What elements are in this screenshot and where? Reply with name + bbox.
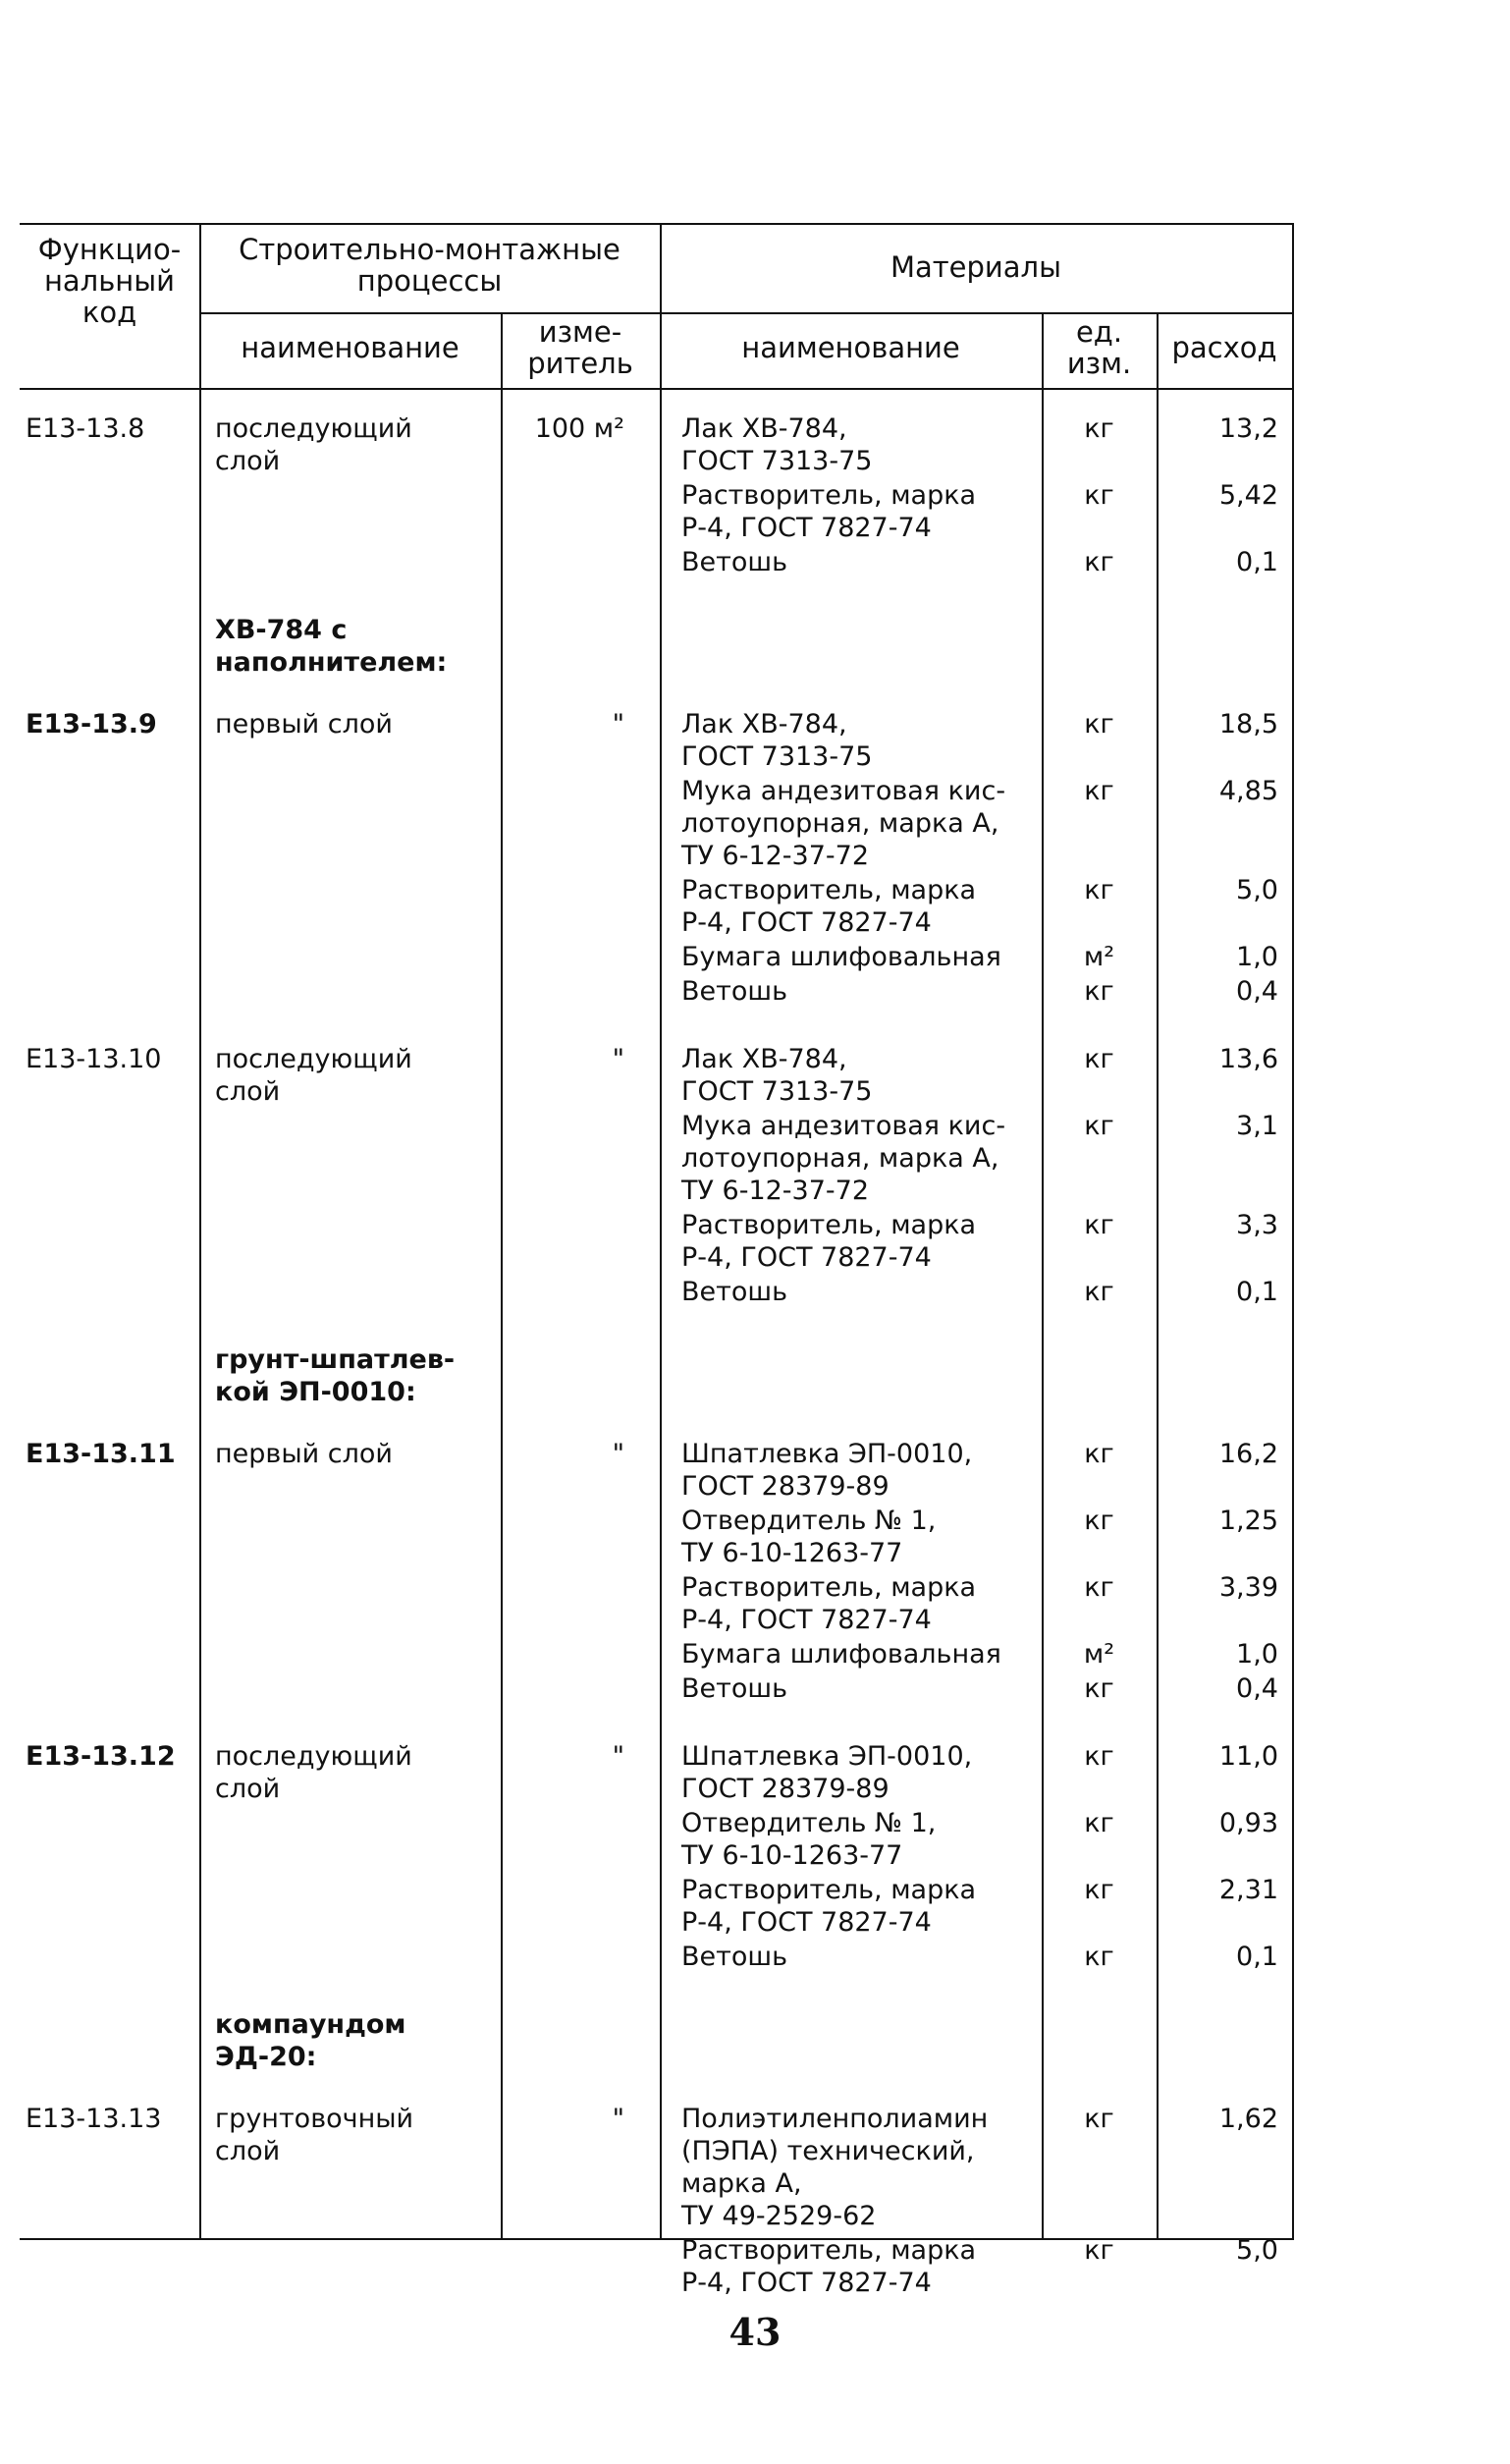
material-rate: 1,62 <box>1218 2104 1278 2134</box>
material-name: Бумага шлифовальная <box>681 942 1001 972</box>
group-heading: компаундом ЭД-20: <box>215 2009 406 2072</box>
material-unit: кг <box>1084 1741 1114 1772</box>
material-name: Шпатлевка ЭП-0010, ГОСТ 28379-89 <box>681 1741 973 1804</box>
row-code: Е13-13.8 <box>26 413 145 444</box>
material-name: Лак ХВ-784, ГОСТ 7313-75 <box>681 413 873 476</box>
row-code: Е13-13.12 <box>26 1741 176 1772</box>
material-rate: 5,0 <box>1236 875 1278 905</box>
column-divider-unit <box>501 312 503 2238</box>
material-unit: кг <box>1084 976 1114 1007</box>
material-name: Растворитель, марка Р-4, ГОСТ 7827-74 <box>681 2235 977 2298</box>
material-unit: кг <box>1084 2235 1114 2266</box>
material-unit: кг <box>1084 1044 1114 1074</box>
material-unit: кг <box>1084 413 1114 444</box>
row-process-name: последующий слой <box>215 1741 412 1804</box>
material-name: Отвердитель № 1, ТУ 6-10-1263-77 <box>681 1808 937 1871</box>
material-rate: 1,0 <box>1236 942 1278 972</box>
material-rate: 4,85 <box>1218 776 1278 806</box>
material-name: Лак ХВ-784, ГОСТ 7313-75 <box>681 1044 873 1107</box>
row-process-unit: " <box>612 1439 624 1469</box>
material-unit: кг <box>1084 1277 1114 1307</box>
row-code: Е13-13.10 <box>26 1044 162 1074</box>
material-name: Ветошь <box>681 1277 787 1307</box>
material-rate: 11,0 <box>1218 1741 1278 1772</box>
material-unit: кг <box>1084 1439 1114 1469</box>
material-name: Растворитель, марка Р-4, ГОСТ 7827-74 <box>681 1210 977 1273</box>
material-rate: 18,5 <box>1218 709 1278 739</box>
material-unit: кг <box>1084 1942 1114 1972</box>
material-name: Лак ХВ-784, ГОСТ 7313-75 <box>681 709 873 772</box>
material-rate: 0,4 <box>1236 976 1278 1007</box>
material-rate: 16,2 <box>1218 1439 1278 1469</box>
material-unit: кг <box>1084 1111 1114 1141</box>
row-code: Е13-13.13 <box>26 2104 162 2134</box>
header-processes: Строительно-монтажные процессы <box>239 233 620 298</box>
material-rate: 0,1 <box>1236 1942 1278 1972</box>
material-rate: 13,2 <box>1218 413 1278 444</box>
header-materials: Материалы <box>890 250 1061 284</box>
material-unit: кг <box>1084 1572 1114 1603</box>
header-proc-unit: изме- ритель <box>527 315 633 380</box>
material-rate: 0,93 <box>1218 1808 1278 1838</box>
material-name: Отвердитель № 1, ТУ 6-10-1263-77 <box>681 1506 937 1568</box>
material-rate: 1,0 <box>1236 1639 1278 1670</box>
row-process-name: грунтовочный слой <box>215 2104 414 2166</box>
row-process-unit: " <box>612 1741 624 1772</box>
header-mat-name: наименование <box>741 331 960 364</box>
row-process-unit: " <box>612 2104 624 2134</box>
material-rate: 2,31 <box>1218 1875 1278 1905</box>
material-name: Ветошь <box>681 1673 787 1704</box>
material-rate: 0,4 <box>1236 1673 1278 1704</box>
group-heading: грунт-шпатлев- кой ЭП-0010: <box>215 1344 456 1407</box>
material-rate: 3,39 <box>1218 1572 1278 1603</box>
material-name: Ветошь <box>681 1942 787 1972</box>
row-process-unit: " <box>612 709 624 739</box>
header-mat-unit: ед. изм. <box>1066 315 1132 380</box>
material-name: Полиэтиленполиамин (ПЭПА) технический, марка А, ТУ 49-2529-62 <box>681 2104 989 2231</box>
material-name: Мука андезитовая кис- лотоупорная, марка А, ТУ 6-12-37-72 <box>681 1111 1006 1206</box>
material-unit: кг <box>1084 480 1114 511</box>
row-process-name: последующий слой <box>215 1044 412 1107</box>
material-rate: 13,6 <box>1218 1044 1278 1074</box>
material-name: Ветошь <box>681 976 787 1007</box>
material-name: Шпатлевка ЭП-0010, ГОСТ 28379-89 <box>681 1439 973 1502</box>
material-unit: кг <box>1084 1210 1114 1240</box>
header-func-code: Функцио- нальный код <box>37 233 182 329</box>
material-unit: кг <box>1084 709 1114 739</box>
header-bottom-border <box>20 388 1292 390</box>
table-right-border <box>1292 223 1294 2240</box>
material-rate: 3,3 <box>1236 1210 1278 1240</box>
group-heading: ХВ-784 с наполнителем: <box>215 615 448 678</box>
row-process-name: первый слой <box>215 1439 393 1469</box>
material-name: Растворитель, марка Р-4, ГОСТ 7827-74 <box>681 1875 977 1938</box>
processes-subheader-rule <box>199 312 660 314</box>
header-proc-name: наименование <box>241 331 459 364</box>
material-rate: 0,1 <box>1236 1277 1278 1307</box>
row-process-name: последующий слой <box>215 413 412 476</box>
material-unit: кг <box>1084 875 1114 905</box>
table-top-border <box>20 223 1292 225</box>
material-unit: кг <box>1084 1506 1114 1536</box>
material-name: Растворитель, марка Р-4, ГОСТ 7827-74 <box>681 1572 977 1635</box>
row-code: Е13-13.9 <box>26 709 157 739</box>
column-divider-code <box>199 223 201 2238</box>
material-name: Растворитель, марка Р-4, ГОСТ 7827-74 <box>681 480 977 543</box>
materials-subheader-rule <box>660 312 1292 314</box>
material-unit: м² <box>1083 942 1115 972</box>
row-process-unit: 100 м² <box>534 413 624 444</box>
material-unit: кг <box>1084 1808 1114 1838</box>
material-name: Бумага шлифовальная <box>681 1639 1001 1670</box>
material-unit: кг <box>1084 1875 1114 1905</box>
material-rate: 3,1 <box>1236 1111 1278 1141</box>
material-unit: кг <box>1084 547 1114 577</box>
column-divider-materials <box>660 223 662 2238</box>
page-number: 43 <box>728 2310 782 2354</box>
material-rate: 5,42 <box>1218 480 1278 511</box>
row-process-unit: " <box>612 1044 624 1074</box>
material-name: Растворитель, марка Р-4, ГОСТ 7827-74 <box>681 875 977 938</box>
material-rate: 5,0 <box>1236 2235 1278 2266</box>
material-unit: кг <box>1084 2104 1114 2134</box>
material-unit: кг <box>1084 1673 1114 1704</box>
material-unit: кг <box>1084 776 1114 806</box>
material-rate: 1,25 <box>1218 1506 1278 1536</box>
material-unit: м² <box>1083 1639 1115 1670</box>
row-code: Е13-13.11 <box>26 1439 176 1469</box>
header-mat-rate: расход <box>1171 331 1277 364</box>
material-name: Мука андезитовая кис- лотоупорная, марка А, ТУ 6-12-37-72 <box>681 776 1006 871</box>
material-rate: 0,1 <box>1236 547 1278 577</box>
material-name: Ветошь <box>681 547 787 577</box>
row-process-name: первый слой <box>215 709 393 739</box>
